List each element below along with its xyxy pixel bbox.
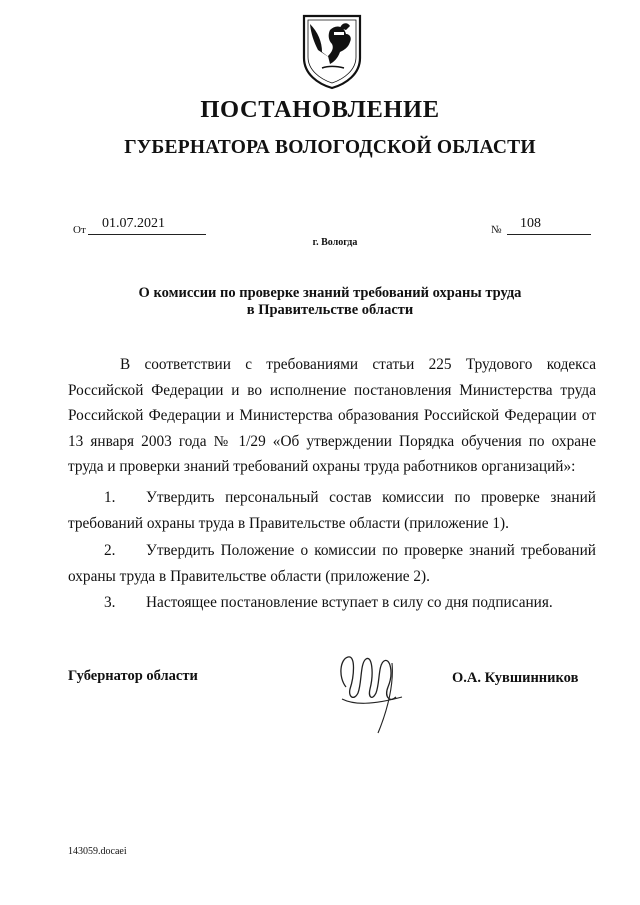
list-item xyxy=(68,485,596,536)
coat-of-arms-icon xyxy=(300,12,364,90)
signatory-name: О.А. Кувшинников xyxy=(452,670,579,686)
document-date: 01.07.2021 xyxy=(88,216,206,235)
date-prefix: От xyxy=(73,224,86,236)
list-item xyxy=(68,590,596,616)
document-number: 108 xyxy=(507,216,591,235)
item-number: 1. xyxy=(104,489,116,506)
item-number: 2. xyxy=(104,542,116,559)
signatory-title: Губернатор области xyxy=(68,668,198,684)
item-text: Настоящее постановление вступает в силу со дня подписания. xyxy=(146,594,553,611)
item-text: Утвердить персональный состав комиссии по проверке знаний требований охраны труда в Правительстве области (приложение 1). xyxy=(68,489,596,532)
document-heading-line-2: в Правительстве области xyxy=(246,302,414,318)
number-prefix: № xyxy=(491,224,502,236)
file-reference: 143059.docaei xyxy=(68,846,127,857)
item-text: Утвердить Положение о комиссии по проверке знаний требований охраны труда в Правительстве области (приложение 2). xyxy=(68,542,596,585)
document-title: ПОСТАНОВЛЕНИЕ xyxy=(200,96,440,123)
document-subtitle: ГУБЕРНАТОРА ВОЛОГОДСКОЙ ОБЛАСТИ xyxy=(124,137,536,158)
city: г. Вологда xyxy=(312,237,358,248)
preamble-paragraph: В соответствии с требованиями статьи 225 Трудового кодекса Российской Федерации и во исполнение постановления Министерства труда Российской Федерации и Министерства образования Российской Федерации от 13 января 2003 года № 1/29 «Об утверждении Порядка обучения по охране труда и проверки знаний требований охраны труда работников организаций»: xyxy=(68,356,596,476)
list-item xyxy=(68,538,596,589)
item-number: 3. xyxy=(104,594,116,611)
signature-icon xyxy=(332,643,412,735)
document-heading-line-1: О комиссии по проверке знаний требований охраны труда xyxy=(138,285,522,301)
